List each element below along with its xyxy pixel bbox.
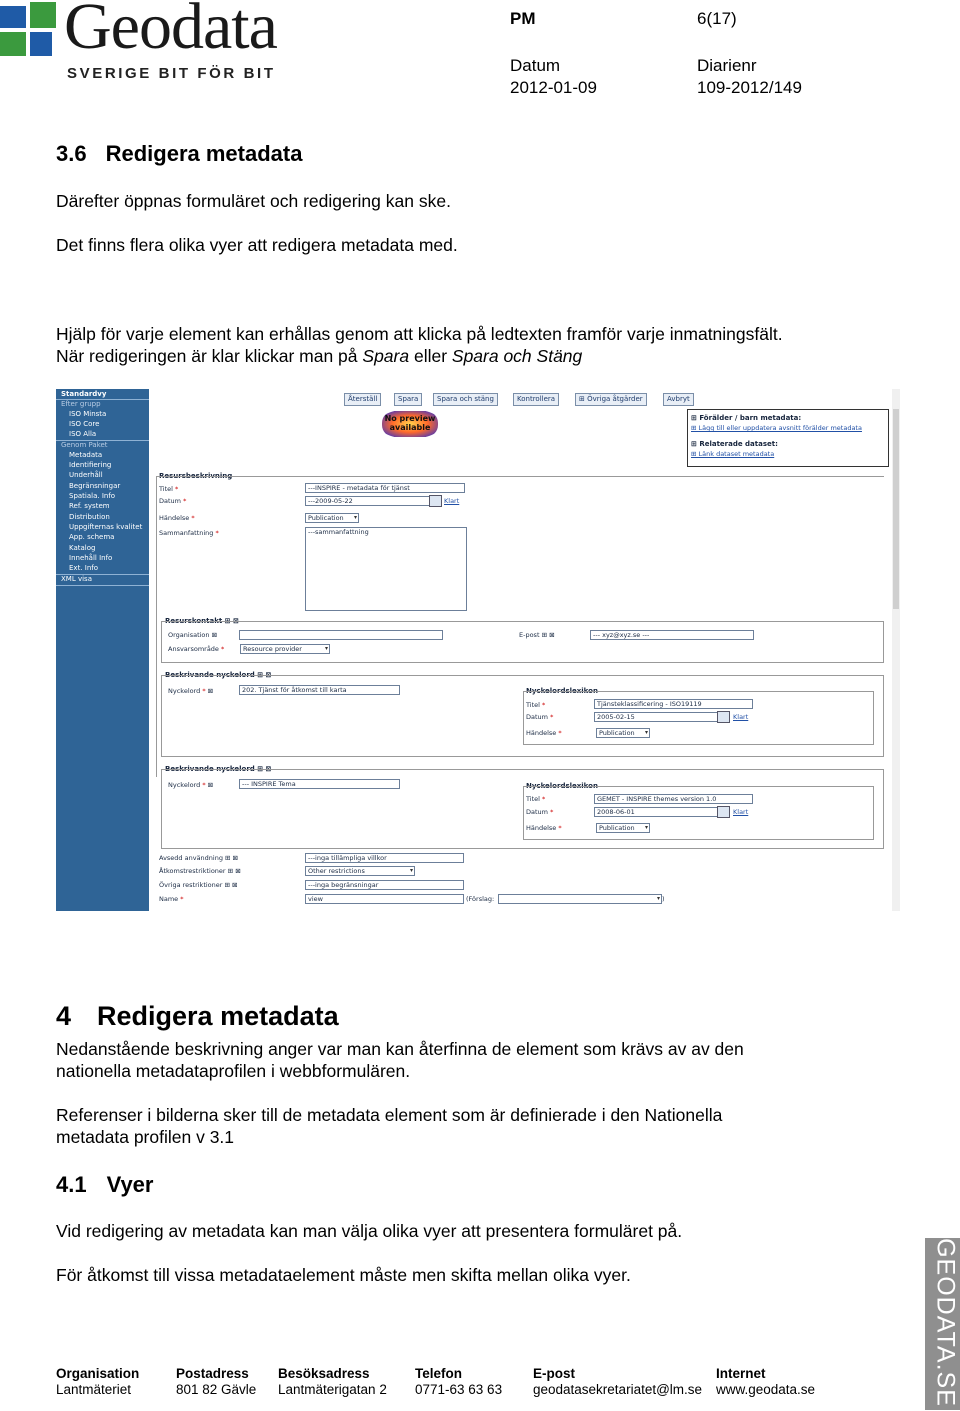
sidebar-item-metadata[interactable]: Metadata — [69, 451, 103, 459]
sidebar-item-iso-alla[interactable]: ISO Alla — [69, 430, 97, 438]
nyckelord-section-title: Beskrivande nyckelord ⊞ ⊠ — [165, 671, 272, 679]
footer-telefon — [415, 1366, 502, 1398]
calendar-icon[interactable] — [717, 806, 730, 818]
paragraph — [56, 345, 582, 367]
ansvar-select[interactable]: Resource provider ▾ — [240, 644, 330, 654]
ovriga-input[interactable]: ---inga begränsningar — [305, 880, 464, 890]
footer-postadress — [176, 1366, 256, 1398]
lexikon-datum-input[interactable]: 2008-06-01 — [594, 807, 718, 817]
name-input[interactable]: view — [305, 894, 464, 904]
section-4-1-heading — [56, 1172, 153, 1198]
footer-internet — [716, 1366, 815, 1398]
section-number: 4 — [56, 1001, 72, 1031]
organisation-input[interactable] — [239, 630, 443, 640]
avsedd-input[interactable]: ---inga tillämpliga villkor — [305, 853, 464, 863]
datum-input[interactable]: ---2009-05-22 — [305, 496, 430, 506]
klart-link[interactable]: Klart — [733, 808, 749, 816]
parent-metadata-link[interactable]: ⊞ Lägg till eller uppdatera avsnitt förälder metadata — [691, 424, 862, 432]
name-label[interactable]: Name * — [159, 895, 184, 903]
kontakt-section-title: Resurskontakt ⊞ ⊠ — [165, 617, 239, 625]
paragraph: Det finns flera olika vyer att redigera metadata med. — [56, 235, 458, 255]
klart-link[interactable]: Klart — [444, 497, 460, 505]
ovriga-label[interactable]: Övriga restriktioner ⊞ ⊠ — [159, 881, 238, 889]
nyckelord-input[interactable]: --- INSPIRE Tema — [239, 779, 400, 789]
sidebar-item-genom[interactable]: Genom Paket — [61, 441, 108, 449]
date-label: Datum — [510, 56, 561, 75]
sidebar-item-spatial[interactable]: Spatiala. Info — [69, 492, 116, 500]
footer-heading: E-post — [533, 1366, 575, 1381]
paragraph: För åtkomst till vissa metadataelement måste men skifta mellan olika vyer. — [56, 1265, 631, 1285]
preview-thumbnail — [382, 411, 438, 437]
save-close-button[interactable]: Spara och stäng — [433, 393, 498, 406]
sammanfattning-label[interactable]: Sammanfattning * — [159, 529, 219, 537]
footer-besoksadress — [278, 1366, 387, 1398]
sidebar-item-distribution[interactable]: Distribution — [69, 513, 110, 521]
sidebar-item-katalog[interactable]: Katalog — [69, 544, 96, 552]
paragraph: Vid redigering av metadata kan man välja olika vyer att presentera formuläret på. — [56, 1221, 683, 1241]
calendar-icon[interactable] — [717, 711, 730, 723]
date-value: 2012-01-09 — [510, 78, 597, 97]
paragraph: Referenser i bilderna sker till de metadata element som är definierade i den Nationella — [56, 1105, 723, 1125]
footer-epost — [533, 1366, 702, 1398]
sidebar-item-underhall[interactable]: Underhåll — [69, 471, 103, 479]
footer-value: 801 82 Gävle — [176, 1382, 257, 1397]
emphasis-spara-stang: Spara och Stäng — [451, 346, 583, 366]
epost-label[interactable]: E-post ⊞ ⊠ — [519, 631, 555, 639]
kontakt-section — [161, 621, 884, 663]
forslag-select[interactable] — [498, 894, 662, 904]
sidebar-item-standard[interactable]: Standardvy — [61, 390, 107, 398]
text: eller — [409, 346, 452, 366]
reg-label: Diarienr — [697, 56, 757, 75]
nyckelord-input[interactable]: 202. Tjänst för åtkomst till karta — [239, 685, 400, 695]
footer-value: Lantmäterigatan 2 — [278, 1382, 387, 1397]
handelse-select[interactable]: Publication ▾ — [305, 513, 359, 523]
logo-cross-icon — [0, 2, 58, 60]
sidebar-item-iso-minsta[interactable]: ISO Minsta — [69, 410, 107, 418]
nyckelord-label[interactable]: Nyckelord * ⊠ — [168, 781, 214, 789]
reg-value: 109-2012/149 — [697, 78, 802, 97]
footer-heading: Organisation — [56, 1366, 140, 1381]
section-title: Redigera metadata — [105, 141, 303, 166]
lexikon-titel-input[interactable]: Tjänsteklassificering - ISO19119 — [594, 699, 753, 709]
sidebar-item-identifiering[interactable]: Identifiering — [69, 461, 112, 469]
footer-heading: Postadress — [176, 1366, 249, 1381]
footer-value[interactable]: geodatasekretariatet@lm.se — [533, 1382, 703, 1397]
sidebar-item-kvalitet[interactable]: Uppgifternas kvalitet — [69, 523, 143, 531]
paragraph: Därefter öppnas formuläret och redigering kan ske. — [56, 191, 451, 211]
paragraph: Hjälp för varje element kan erhållas genom att klicka på ledtexten framför varje inmatningsfält. — [56, 324, 783, 344]
footer-heading: Besöksadress — [278, 1366, 370, 1381]
calendar-icon[interactable] — [429, 495, 442, 507]
aterstall-button[interactable]: Återställ — [344, 393, 381, 406]
page-number: 6(17) — [697, 9, 737, 28]
metadata-editor-screenshot: Standardvy Efter grupp ISO Minsta ISO Core ISO Alla Genom Paket Metadata Identifiering Underhåll Begränsningar Spatiala. Info Ref. system Distribution Uppgifternas kvalitet App. schema Katalog Innehåll Info Ext. Info XML visa Återställ Spara Spara och stäng Kontrollera ⊞ Övriga åtgärder Avbryt No preview available ⊞ Förälder / barn metadata: ⊞ Lägg till eller uppdatera avsnitt förälder metadata ⊞ Relaterade dataset: ⊞ Länk dataset metadata Resursbeskrivning Titel * ---INSPIRE - metadata för tjänst Datum * ---2009-05-22 Klart Händelse * Publication ▾ Sammanfattning * ---sammanfattning Resurskontakt ⊞ ⊠ Organisation ⊠ Ansvarsområde * Resource provider ▾ E-post ⊞ ⊠ --- xyz@xyz.se --- Beskrivande nyckelord ⊞ ⊠ Nyckelord * ⊠ 202. Tjänst för åtkomst till karta Nyckelordslexikon Titel * Tjänsteklassificering - ISO19119 Datum * 2005-02-15 Klart Händelse * Publication ▾ Beskrivande nyckelord ⊞ ⊠ Nyckelord * ⊠ --- INSPIRE Tema Nyckelordslexikon Titel * GEMET - INSPIRE themes version 1.0 Datum * 2008-06-01 Klart Händelse * Publication ▾ Avsedd användning ⊞ ⊠ ---inga tillämpliga villkor Åtkomstrestriktioner ⊞ ⊠ Other restrictions ▾ Övriga restriktioner ⊞ ⊠ ---inga begränsningar Name * view (Förslag: ▾ ) — [56, 389, 900, 911]
sidebar-item-innehall[interactable]: Innehåll Info — [69, 554, 113, 562]
geodata-logo — [0, 0, 320, 88]
sidebar-item-ref[interactable]: Ref. system — [69, 502, 110, 510]
footer-heading: Internet — [716, 1366, 766, 1381]
logo-wordmark: Geodata — [64, 0, 277, 63]
section-3-6-heading — [56, 141, 302, 167]
paragraph: Nedanstående beskrivning anger var man kan återfinna de element som krävs av av den — [56, 1039, 744, 1059]
other-actions-button[interactable]: ⊞ Övriga åtgärder — [575, 393, 647, 406]
atkomst-label[interactable]: Åtkomstrestriktioner ⊞ ⊠ — [159, 867, 241, 875]
forslag-label: (Förslag: — [466, 895, 495, 903]
sidebar-item-ext[interactable]: Ext. Info — [69, 564, 99, 572]
lexikon-titel-input[interactable]: GEMET - INSPIRE themes version 1.0 — [594, 794, 753, 804]
validate-button[interactable]: Kontrollera — [513, 393, 559, 406]
resurs-section-title: Resursbeskrivning — [159, 472, 233, 480]
sidebar-item-group[interactable]: Efter grupp — [61, 400, 101, 408]
section-number: 4.1 — [56, 1172, 87, 1197]
lexikon-datum-label[interactable]: Datum * — [526, 808, 554, 816]
cancel-button[interactable]: Avbryt — [663, 393, 694, 406]
sidebar-item-app[interactable]: App. schema — [69, 533, 115, 541]
sammanfattning-textarea[interactable]: ---sammanfattning — [305, 527, 467, 611]
epost-input[interactable]: --- xyz@xyz.se --- — [590, 630, 754, 640]
lexikon-title: Nyckelordslexikon — [526, 687, 598, 695]
footer-value: Lantmäteriet — [56, 1382, 132, 1397]
organisation-label[interactable]: Organisation ⊠ — [168, 631, 218, 639]
section-title: Redigera metadata — [97, 1001, 339, 1031]
footer-organisation — [56, 1366, 139, 1398]
titel-label[interactable]: Titel * — [159, 485, 179, 493]
related-metadata-box — [687, 409, 889, 467]
lexikon-handelse-label[interactable]: Händelse * — [526, 729, 562, 737]
lexikon-titel-label[interactable]: Titel * — [526, 795, 546, 803]
nyckelord-label[interactable]: Nyckelord * ⊠ — [168, 687, 214, 695]
sidebar-item-xml[interactable]: XML visa — [61, 575, 92, 583]
side-logo-text: GEODATA.SE — [931, 1238, 960, 1407]
save-button[interactable]: Spara — [394, 393, 422, 406]
klart-link[interactable]: Klart — [733, 713, 749, 721]
section-title: Vyer — [106, 1172, 154, 1197]
avsedd-label[interactable]: Avsedd användning ⊞ ⊠ — [159, 854, 238, 862]
geodata-se-side-logo — [925, 1238, 960, 1410]
atkomst-select[interactable]: Other restrictions ▾ — [305, 866, 415, 876]
emphasis-spara: Spara — [362, 346, 410, 366]
section-4-heading — [56, 1001, 339, 1032]
sidebar-item-begransningar[interactable]: Begränsningar — [69, 482, 121, 490]
titel-input[interactable]: ---INSPIRE - metadata för tjänst — [305, 483, 465, 493]
ansvar-label[interactable]: Ansvarsområde * — [168, 645, 225, 653]
nyckelord-section-title: Beskrivande nyckelord ⊞ ⊠ — [165, 765, 272, 773]
related-dataset-title: ⊞ Relaterade dataset: — [691, 440, 778, 448]
logo-tagline: SVERIGE BIT FÖR BIT — [67, 65, 276, 82]
lexikon-datum-label[interactable]: Datum * — [526, 713, 554, 721]
preview-text: No preview available — [384, 414, 436, 432]
other-actions-label: Övriga åtgärder — [587, 395, 643, 403]
lexikon-handelse-label[interactable]: Händelse * — [526, 824, 562, 832]
paragraph: nationella metadataprofilen i webbformulären. — [56, 1061, 411, 1081]
lexikon-titel-label[interactable]: Titel * — [526, 701, 546, 709]
lexikon-title: Nyckelordslexikon — [526, 782, 598, 790]
doc-type: PM — [510, 9, 536, 28]
footer-value[interactable]: www.geodata.se — [716, 1382, 816, 1397]
footer-value: 0771-63 63 63 — [415, 1382, 503, 1397]
footer-heading: Telefon — [415, 1366, 462, 1381]
lexikon-handelse-select[interactable]: Publication ▾ — [596, 728, 650, 738]
lexikon-datum-input[interactable]: 2005-02-15 — [594, 712, 718, 722]
sidebar-item-iso-core[interactable]: ISO Core — [69, 420, 100, 428]
handelse-label[interactable]: Händelse * — [159, 514, 195, 522]
lexikon-handelse-select[interactable]: Publication ▾ — [596, 823, 650, 833]
view-sidebar — [56, 389, 149, 911]
scrollbar[interactable] — [892, 389, 900, 911]
text: När redigeringen är klar klickar man på — [56, 346, 363, 366]
paragraph: metadata profilen v 3.1 — [56, 1127, 235, 1147]
datum-label[interactable]: Datum * — [159, 497, 187, 505]
section-number: 3.6 — [56, 141, 87, 166]
parent-metadata-title: ⊞ Förälder / barn metadata: — [691, 414, 802, 422]
related-dataset-link[interactable]: ⊞ Länk dataset metadata — [691, 450, 775, 458]
